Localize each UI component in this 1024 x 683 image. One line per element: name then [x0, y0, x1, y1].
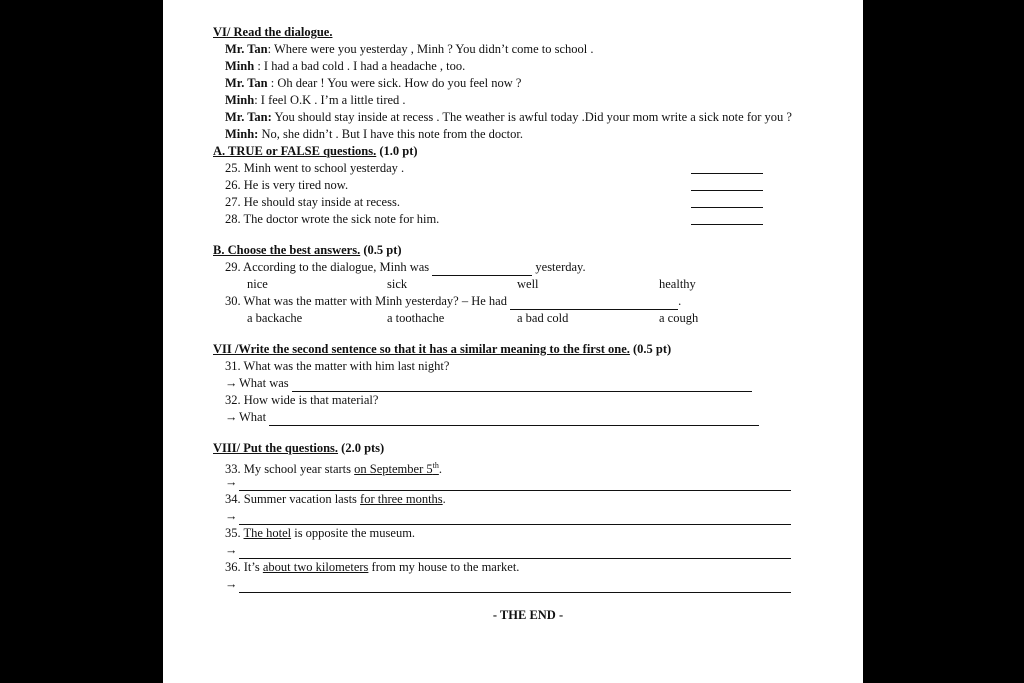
answer-stem: What [239, 410, 267, 424]
rewrite-question: 32. How wide is that material? [225, 393, 379, 407]
underlined-text: about two kilometers [262, 560, 369, 574]
option[interactable]: a cough [659, 311, 699, 325]
question-text: is opposite the museum. [291, 526, 416, 540]
utterance: No, she didn’t . But I have this note from the doctor. [261, 127, 524, 141]
answer-blank[interactable] [510, 297, 678, 310]
question-text: 34. Summer vacation lasts [225, 492, 361, 506]
question-text: 26. He is very tired now. [225, 178, 349, 192]
section-8-heading [213, 440, 843, 457]
underlined-text: for three months [360, 492, 443, 506]
speaker: Minh [225, 59, 255, 73]
answer-blank[interactable] [691, 207, 763, 208]
separator: : [254, 59, 264, 73]
section-b-title: B. Choose the best answers. [213, 243, 361, 257]
question-suffix: yesterday. [535, 260, 586, 274]
answer-line[interactable] [239, 478, 791, 491]
answer-blank[interactable] [691, 224, 763, 225]
question-text: 28. The doctor wrote the sick note for him. [225, 212, 440, 226]
answer-line[interactable] [292, 379, 752, 392]
option[interactable]: healthy [659, 277, 696, 291]
question-suffix: . [438, 462, 442, 477]
arrow-icon: → [225, 475, 238, 489]
speaker: Mr. Tan [225, 42, 268, 56]
question-35 [213, 525, 843, 542]
question-text: 25. Minh went to school yesterday . [225, 161, 405, 175]
question-text: 36. It’s [225, 560, 263, 574]
answer-row [213, 508, 843, 525]
section-a-heading [213, 143, 843, 160]
answer-blank[interactable] [691, 173, 763, 174]
answer-row [213, 576, 843, 593]
question-36 [213, 559, 843, 576]
arrow-icon: → [225, 577, 238, 591]
utterance: Oh dear ! You were sick. How do you feel now ? [277, 76, 522, 90]
question-text: 30. What was the matter with Minh yesterday? – He had [225, 294, 507, 308]
arrow-icon: → [225, 376, 238, 390]
arrow-icon: → [225, 410, 238, 424]
section-7-heading [213, 341, 843, 358]
option[interactable]: a toothache [387, 311, 445, 325]
section-7-points: (0.5 pt) [629, 342, 672, 356]
worksheet-content [213, 24, 843, 624]
section-b-points: (0.5 pt) [360, 243, 402, 257]
question-suffix: from my house to the market. [368, 560, 520, 574]
question-suffix: . [678, 294, 682, 308]
tf-question [213, 177, 843, 194]
answer-line[interactable] [239, 580, 791, 593]
answer-stem: What was [239, 376, 289, 390]
question-text: 29. According to the dialogue, Minh was [225, 260, 430, 274]
utterance: I had a bad cold . I had a headache , too. [263, 59, 466, 73]
tf-question [213, 160, 843, 177]
dialogue-line [213, 58, 843, 75]
question-33 [213, 457, 843, 477]
section-7-title: VII /Write the second sentence so that it has a similar meaning to the first one. [213, 342, 630, 356]
section-6-title: VI/ Read the dialogue. [213, 25, 333, 39]
separator: : [267, 76, 278, 90]
dialogue-line [213, 92, 843, 109]
answer-line[interactable] [239, 512, 791, 525]
option[interactable]: a backache [247, 311, 303, 325]
dialogue-line [213, 75, 843, 92]
speaker: Minh: [225, 127, 259, 141]
dialogue-line [213, 126, 843, 143]
utterance: I feel O.K . I’m a little tired . [260, 93, 406, 107]
ordinal-suffix: th [432, 461, 439, 470]
answer-line[interactable] [239, 546, 791, 559]
question-suffix: . [442, 492, 446, 506]
question-34 [213, 491, 843, 508]
section-8-points: (2.0 pts) [338, 441, 385, 455]
rewrite-question: 31. What was the matter with him last night? [225, 359, 450, 373]
utterance: You should stay inside at recess . The weather is awful today .Did your mom write a sick note for you ? [274, 110, 792, 124]
answer-line[interactable] [269, 413, 759, 426]
worksheet-page [163, 0, 863, 683]
underlined-text: on September 5 [354, 462, 433, 477]
option[interactable]: well [517, 277, 539, 291]
underlined-text: The hotel [243, 526, 292, 540]
separator: : [267, 42, 274, 56]
dialogue-line [213, 109, 830, 126]
options-30 [213, 310, 843, 327]
question-text: 33. My school year starts [225, 462, 355, 477]
the-end-footer: - THE END - [492, 608, 564, 622]
section-b-heading [213, 242, 843, 259]
utterance: Where were you yesterday , Minh ? You didn’t come to school . [274, 42, 594, 56]
speaker: Mr. Tan [225, 76, 268, 90]
rewrite-answer [213, 375, 843, 392]
option[interactable]: a bad cold [517, 311, 569, 325]
answer-blank[interactable] [432, 263, 532, 276]
arrow-icon: → [225, 543, 238, 557]
question-text: 27. He should stay inside at recess. [225, 195, 400, 209]
tf-question [213, 211, 843, 228]
speaker: Mr. Tan: [225, 110, 272, 124]
section-8-title: VIII/ Put the questions. [213, 441, 339, 455]
mc-question-30 [213, 293, 843, 310]
answer-blank[interactable] [691, 190, 763, 191]
mc-question-29 [213, 259, 843, 276]
question-number: 35. [225, 526, 244, 540]
options-29 [213, 276, 843, 293]
section-a-title: A. TRUE or FALSE questions. [213, 144, 377, 158]
answer-row [213, 474, 843, 491]
answer-row [213, 542, 843, 559]
section-a-points: (1.0 pt) [376, 144, 418, 158]
speaker: Minh [225, 93, 255, 107]
separator: : [254, 93, 261, 107]
arrow-icon: → [225, 509, 238, 523]
tf-question [213, 194, 843, 211]
dialogue-line [213, 41, 843, 58]
option[interactable]: sick [387, 277, 408, 291]
rewrite-answer [213, 409, 843, 426]
dialogue [213, 41, 843, 143]
option[interactable]: nice [247, 277, 268, 291]
